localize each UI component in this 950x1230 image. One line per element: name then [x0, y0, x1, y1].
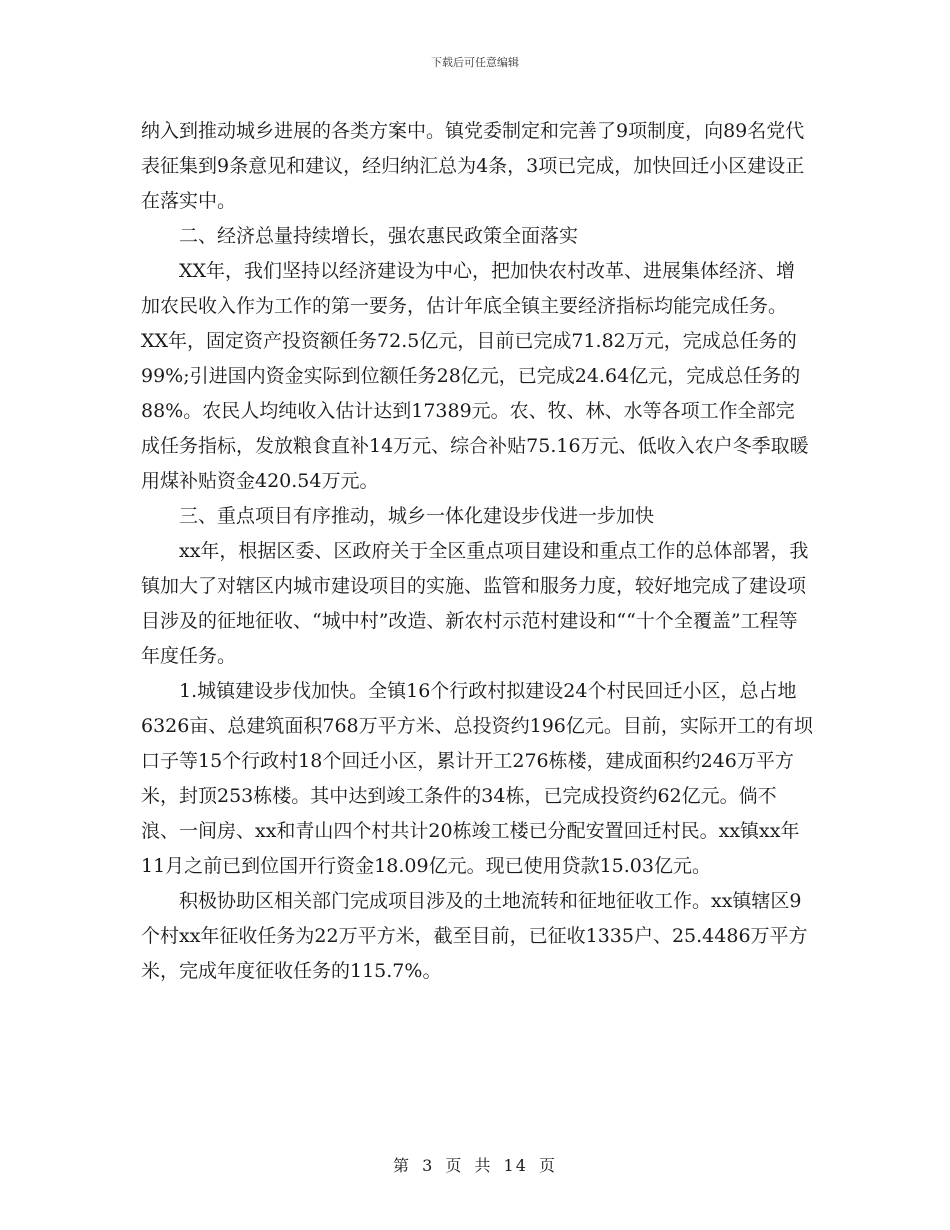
paragraph-7: 积极协助区相关部门完成项目涉及的土地流转和征地征收工作。xx镇辖区9个村xx年征收任务为22万平方米，截至目前，已征收1335户、25.4486万平方米，完成年度征收任务的115.7%。: [141, 890, 808, 982]
paragraph-1: 纳入到推动城乡进展的各类方案中。镇党委制定和完善了9项制度，向89名党代表征集到9条意见和建议，经归纳汇总为4条，3项已完成，加快回迁小区建设正在落实中。: [141, 120, 805, 212]
paragraph-5: xx年，根据区委、区政府关于全区重点项目建设和重点工作的总体部署，我镇加大了对辖区内城市建设项目的实施、监管和服务力度，较好地完成了建设项目涉及的征地征收、“城中村”改造、新农村示范村建设和““十个全覆盖”工程等年度任务。: [141, 540, 809, 667]
paragraph-6: 1.城镇建设步伐加快。全镇16个行政村拟建设24个村民回迁小区，总占地6326亩、总建筑面积768万平方米、总投资约196亿元。目前，实际开工的有坝口子等15个行政村18个回迁小区，累计开工276栋楼，建成面积约246万平方米，封顶253栋楼。其中达到竣工条件的34栋，已完成投资约62亿元。倘不浪、一间房、xx和青山四个村共计20栋竣工楼已分配安置回迁村民。xx镇xx年11月之前已到位国开行资金18.09亿元。现已使用贷款15.03亿元。: [141, 680, 813, 877]
section-heading-3: 三、重点项目有序推动，城乡一体化建设步伐进一步加快: [179, 505, 655, 527]
section-heading-2: 二、经济总量持续增长，强农惠民政策全面落实: [179, 225, 579, 247]
page-header: 下载后可任意编辑: [431, 56, 519, 69]
page-number-footer: 第 3 页 共 14 页: [393, 1156, 557, 1175]
document-body: [141, 114, 813, 989]
paragraph-3: XX年，我们坚持以经济建设为中心，把加快农村改革、进展集体经济、增加农民收入作为工作的第一要务，估计年底全镇主要经济指标均能完成任务。XX年，固定资产投资额任务72.5亿元，目前已完成71.82万元，完成总任务的99%;引进国内资金实际到位额任务28亿元，已完成24.64亿元，完成总任务的88%。农民人均纯收入估计达到17389元。农、牧、林、水等各项工作全部完成任务指标，发放粮食直补14万元、综合补贴75.16万元、低收入农户冬季取暖用煤补贴资金420.54万元。: [141, 260, 809, 492]
